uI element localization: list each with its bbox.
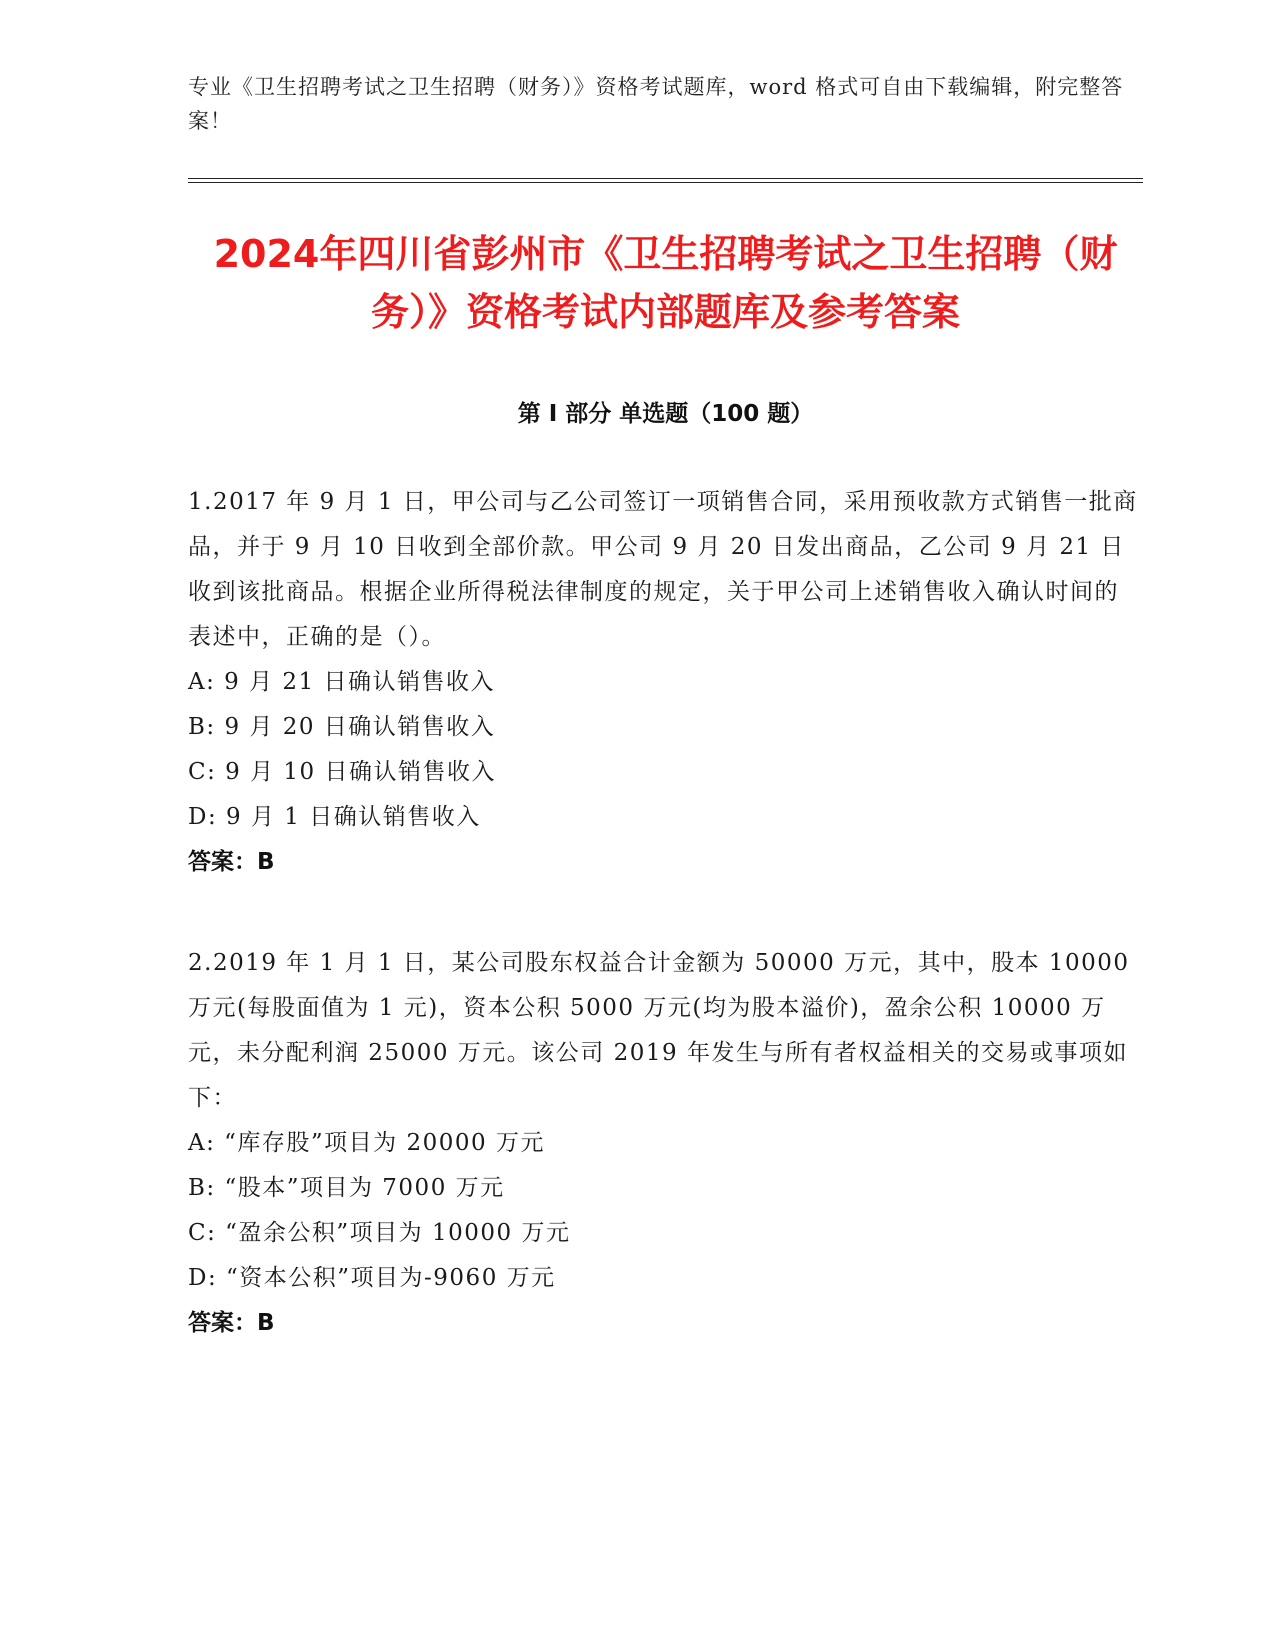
option-b: B: 9 月 20 日确认销售收入 [188, 714, 496, 740]
option-c: C: 9 月 10 日确认销售收入 [188, 759, 496, 785]
question-stem: 1.2017 年 9 月 1 日，甲公司与乙公司签订一项销售合同，采用预收款方式销售一批商品，并于 9 月 10 日收到全部价款。甲公司 9 月 20 日发出商品，乙公司 9 月 21 日收到该批商品。根据企业所得税法律制度的规定，关于甲公司上述销售收入确认时间的表述中，正确的是（）。 [188, 489, 1138, 650]
option-a: A: “库存股”项目为 20000 万元 [188, 1130, 545, 1156]
header-note: 专业《卫生招聘考试之卫生招聘（财务）》资格考试题库，word 格式可自由下载编辑，附完整答案！ [188, 75, 1124, 133]
answer-line: 答案：B [188, 849, 275, 875]
question-1 [188, 480, 1143, 885]
option-a: A: 9 月 21 日确认销售收入 [188, 669, 496, 695]
option-d: D: 9 月 1 日确认销售收入 [188, 804, 481, 830]
question-2 [188, 941, 1143, 1346]
document-page [188, 70, 1143, 1346]
option-c: C: “盈余公积”项目为 10000 万元 [188, 1220, 571, 1246]
option-b: B: “股本”项目为 7000 万元 [188, 1175, 505, 1201]
option-d: D: “资本公积”项目为-9060 万元 [188, 1265, 556, 1291]
document-title: 2024年四川省彭州市《卫生招聘考试之卫生招聘（财务）》资格考试内部题库及参考答案 [213, 232, 1118, 334]
header-divider [188, 178, 1143, 183]
section-title: 第 I 部分 单选题（100 题） [517, 401, 814, 427]
answer-line: 答案：B [188, 1310, 275, 1336]
question-stem: 2.2019 年 1 月 1 日，某公司股东权益合计金额为 50000 万元，其中，股本 10000 万元(每股面值为 1 元)，资本公积 5000 万元(均为股本溢价)，盈余公积 10000 万元，未分配利润 25000 万元。该公司 2019 年发生与所有者权益相关的交易或事项如下： [188, 950, 1130, 1111]
